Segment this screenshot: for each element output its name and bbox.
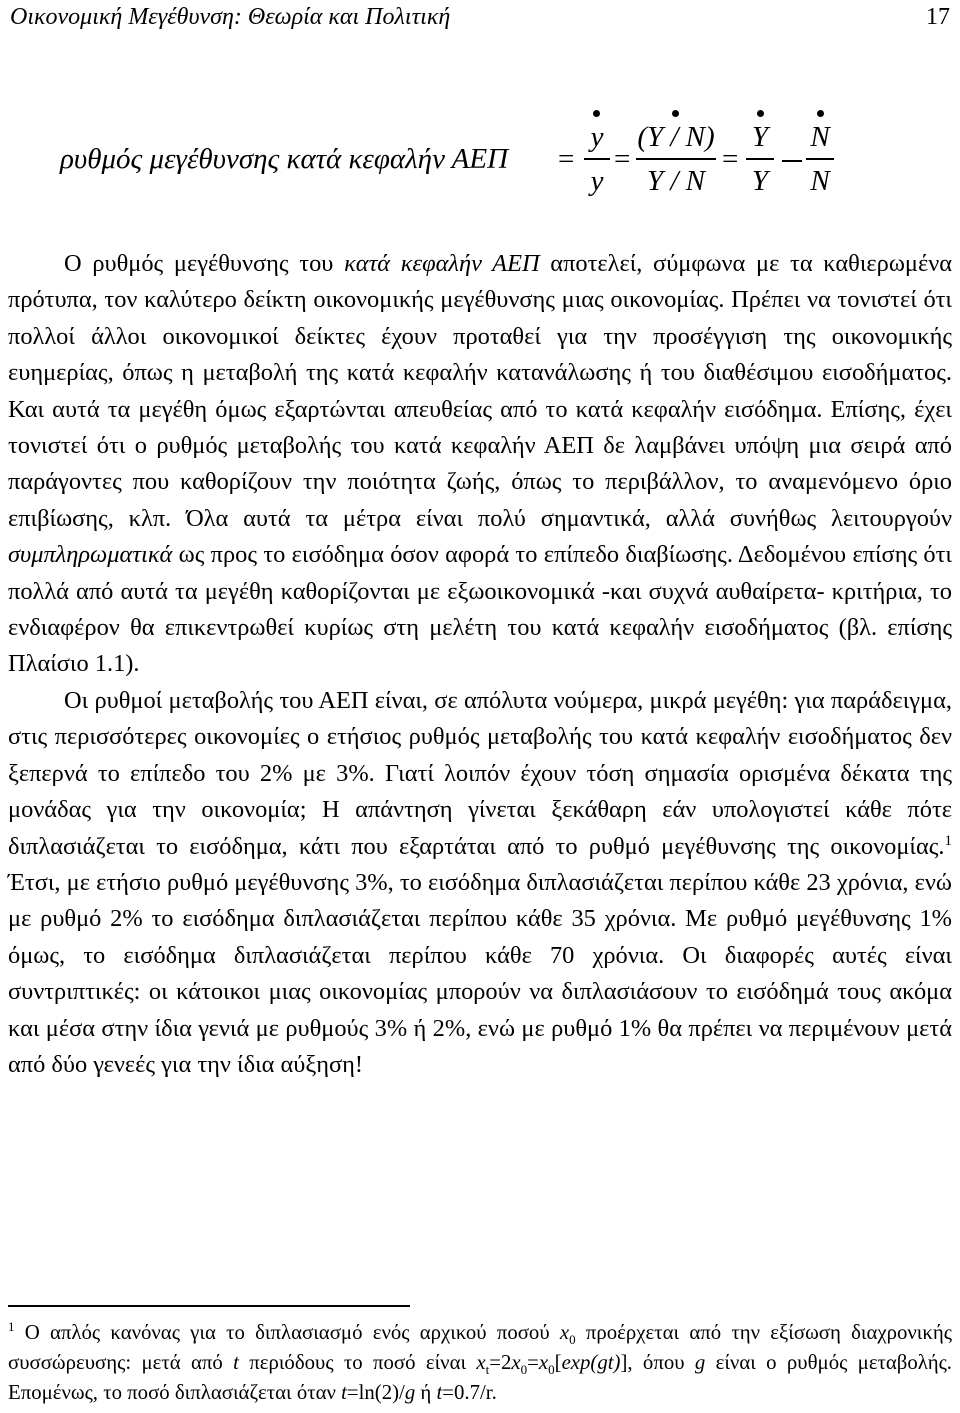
italic-term: κατά κεφαλήν ΑΕΠ — [344, 250, 540, 277]
fraction-denominator: Y — [751, 165, 769, 197]
fraction-numerator: N — [806, 118, 834, 156]
time-derivative-dot — [817, 110, 824, 117]
fraction-y-dot-over-y — [584, 118, 610, 200]
running-title: Οικονομική Μεγέθυνση: Θεωρία και Πολιτική — [10, 4, 451, 30]
fraction-bar — [806, 158, 834, 160]
body-text — [8, 246, 952, 1083]
fraction-yn-dot-over-yn — [636, 118, 716, 200]
time-derivative-dot — [757, 110, 764, 117]
fraction-numerator: y — [584, 118, 610, 156]
fraction-denominator: Y / N — [646, 165, 706, 197]
page-number: 17 — [926, 4, 950, 30]
equals-sign-3: = — [722, 143, 739, 175]
fraction-denominator: N — [810, 165, 830, 197]
growth-rate-formula — [0, 96, 960, 216]
fraction-N-dot-over-N — [806, 118, 834, 200]
equals-sign-2: = — [614, 143, 631, 175]
fraction-bar — [746, 158, 774, 160]
time-derivative-dot — [593, 110, 600, 117]
minus-sign — [782, 160, 802, 162]
fraction-denominator: y — [590, 165, 604, 197]
paragraph-1: Ο ρυθμός μεγέθυνσης του κατά κεφαλήν ΑΕΠ αποτελεί, σύμφωνα με τα καθιερωμένα πρότυπα, τον καλύτερο δείκτη οικονομικής μεγέθυνσης μιας οικονομίας. Πρέπει να τονιστεί ότι πολλοί άλλοι οικονομικοί δείκτες έχουν προταθεί για την προσέγγιση της οικονομικής ευημερίας, όπως η μεταβολή της κατά κεφαλήν κατανάλωσης ή του διαθέσιμου εισοδήματος. Και αυτά τα μεγέθη όμως εξαρτώνται απευθείας από το κατά κεφαλήν εισόδημα. Επίσης, έχει τονιστεί ότι ο ρυθμός μεταβολής του κατά κεφαλήν ΑΕΠ δε λαμβάνει υπόψη μια σειρά από παράγοντες που καθορίζουν την ποιότητα ζωής, όπως το περιβάλλον, το αναμενόμενο όριο επιβίωσης, κλπ. Όλα αυτά τα μέτρα είναι πολύ σημαντικά, αλλά συνήθως λειτουργούν συμπληρωματικά ως προς το εισόδημα όσον αφορά το επίπεδο διαβίωσης. Δεδομένου επίσης ότι πολλά από αυτά τα μεγέθη καθορίζονται με εξωοικονομικά -και συχνά αυθαίρετα- κριτήρια, το ενδιαφέρον θα επικεντρωθεί κυρίως στη μελέτη του κατά κεφαλήν εισοδήματος (βλ. επίσης Πλαίσιο 1.1). — [8, 250, 952, 678]
fraction-numerator: (Y / N) — [636, 118, 716, 156]
footnote-1: $^1$ Ο απλός κανόνας για το διπλασιασμό ενός αρχικού ποσού $x_0$ προέρχεται από την εξίσωση διαχρονικής συσσώρευσης: μετά από t περιόδους το ποσό είναι $x_t=2x_0=x_0[\exp(gt)]$, όπου g είναι ο ρυθμός μεταβολής. Επομένως, το ποσό διπλασιάζεται όταν t=ln(2)/g ή t=0.7/r. — [8, 1319, 953, 1404]
footnote-reference[interactable]: 1 — [944, 832, 952, 849]
paragraph-2: Οι ρυθμοί μεταβολής του ΑΕΠ είναι, σε απόλυτα νούμερα, μικρά μεγέθη: για παράδειγμα, στις περισσότερες οικονομίες ο ετήσιος ρυθμός μεταβολής του κατά κεφαλήν εισοδήματος δεν ξεπερνά το επίπεδο του 2% με 3%. Γιατί λοιπόν έχουν τόση σημασία ορισμένα δέκατα της μονάδας για την οικονομία; Η απάντηση γίνεται ξεκάθαρη εάν υπολογιστεί κάθε πότε διπλασιάζεται το εισόδημα, κάτι που εξαρτάται από το ρυθμό μεγέθυνσης της οικονομίας.$^1$ Έτσι, με ετήσιο ρυθμό μεγέθυνσης 3%, το εισόδημα διπλασιάζεται περίπου κάθε 23 χρόνια, ενώ με ρυθμό 2% το εισόδημα διπλασιάζεται περίπου κάθε 35 χρόνια. Με ρυθμό μεγέθυνσης 1% όμως, το εισόδημα διπλασιάζεται περίπου κάθε 70 χρόνια. Οι διαφορές αυτές είναι συντριπτικές: οι κάτοικοι μιας οικονομίας μπορούν να διπλασιάσουν το εισόδημά τους ακόμα και μέσα στην ίδια γενιά με ρυθμούς 3% ή 2%, ενώ με ρυθμό 1% θα πρέπει να περιμένουν μετά από δύο γενεές για την ίδια αύξηση! — [8, 686, 952, 1078]
fraction-bar — [584, 158, 610, 160]
footnote-number: 1 — [8, 1319, 15, 1335]
formula-lhs: ρυθμός μεγέθυνσης κατά κεφαλήν ΑΕΠ — [60, 143, 509, 175]
fraction-numerator: Y — [746, 118, 774, 156]
fraction-bar — [636, 158, 716, 160]
time-derivative-dot — [672, 110, 679, 117]
equals-sign-1: = — [558, 143, 575, 175]
fraction-Y-dot-over-Y — [746, 118, 774, 200]
italic-term: συμπληρωματικά — [8, 541, 173, 569]
footnote-separator — [8, 1305, 410, 1307]
running-header — [0, 0, 960, 40]
